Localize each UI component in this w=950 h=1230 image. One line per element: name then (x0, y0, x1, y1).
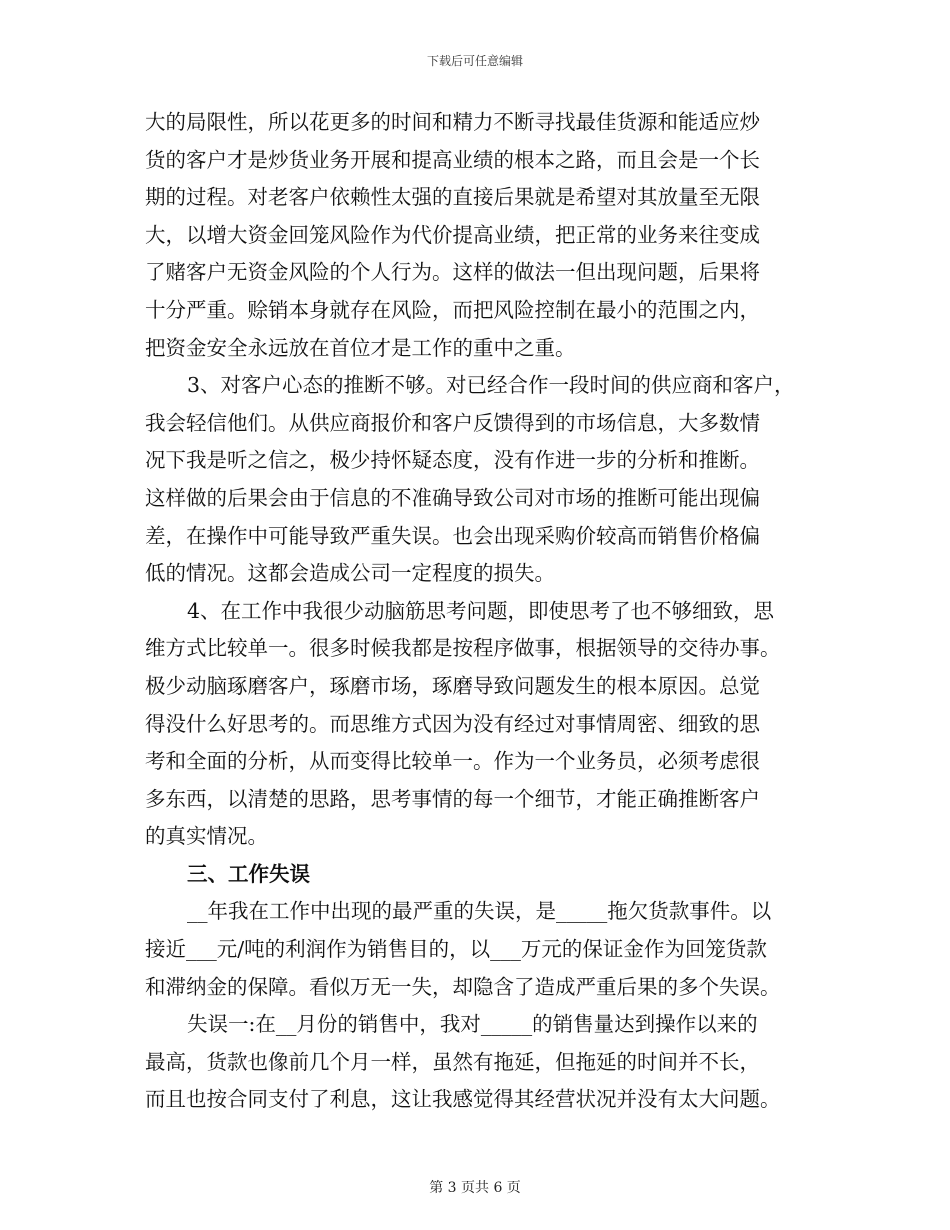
paragraph-line: 维方式比较单一。很多时候我都是按程序做事，根据领导的交待办事。 (145, 636, 781, 661)
paragraph-line: 和滞纳金的保障。看似万无一失，却隐含了造成严重后果的多个失误。 (145, 974, 781, 999)
paragraph-line: 把资金安全永远放在首位才是工作的重中之重。 (145, 335, 576, 360)
paragraph-line: 的真实情况。 (145, 824, 268, 849)
paragraph-line: 大的局限性，所以花更多的时间和精力不断寻找最佳货源和能适应炒 (145, 110, 760, 134)
paragraph-line: 了赌客户无资金风险的个人行为。这样的做法一但出现问题，后果将 (145, 260, 760, 285)
paragraph-line: 这样做的后果会由于信息的不准确导致公司对市场的推断可能出现偏 (145, 485, 760, 510)
paragraph-line: 考和全面的分析，从而变得比较单一。作为一个业务员，必须考虑很 (145, 749, 760, 774)
paragraph-line: 十分严重。赊销本身就存在风险，而把风险控制在最小的范围之内， (145, 297, 760, 322)
page-header: 下载后可任意编辑 (426, 54, 523, 68)
paragraph-line: 大，以增大资金回笼风险作为代价提高业绩，把正常的业务来往变成 (145, 222, 760, 247)
document-body (145, 104, 825, 1119)
paragraph-line: 失误一:在__月份的销售中，我对_____的销售量达到操作以来的 (187, 1012, 758, 1037)
paragraph-line: 得没什么好思考的。而思维方式因为没有经过对事情周密、细致的思 (145, 711, 760, 736)
paragraph-line: 最高，货款也像前几个月一样，虽然有拖延，但拖延的时间并不长， (145, 1049, 760, 1074)
paragraph-line: 况下我是听之信之，极少持怀疑态度，没有作进一步的分析和推断。 (145, 448, 760, 473)
paragraph-line: 我会轻信他们。从供应商报价和客户反馈得到的市场信息，大多数情 (145, 410, 760, 435)
paragraph-line: 差，在操作中可能导致严重失误。也会出现采购价较高而销售价格偏 (145, 523, 760, 548)
page-footer: 第 3 页共 6 页 (429, 1180, 521, 1196)
paragraph-line: __年我在工作中出现的最严重的失误，是_____拖欠货款事件。以 (187, 899, 772, 924)
paragraph-line: 接近___元/吨的利润作为销售目的，以___万元的保证金作为回笼货款 (145, 937, 767, 962)
paragraph-line: 货的客户才是炒货业务开展和提高业绩的根本之路，而且会是一个长 (145, 147, 760, 172)
paragraph-line: 4、在工作中我很少动脑筋思考问题，即使思考了也不够细致，思 (187, 598, 775, 623)
paragraph-line: 3、对客户心态的推断不够。对已经合作一段时间的供应商和客户， (187, 373, 795, 398)
paragraph-line: 低的情况。这都会造成公司一定程度的损失。 (145, 561, 555, 586)
paragraph-line: 多东西，以清楚的思路，思考事情的每一个细节，才能正确推断客户 (145, 786, 760, 811)
paragraph-line: 极少动脑琢磨客户，琢磨市场，琢磨导致问题发生的根本原因。总觉 (145, 673, 760, 698)
paragraph-line: 期的过程。对老客户依赖性太强的直接后果就是希望对其放量至无限 (145, 185, 760, 210)
section-heading: 三、工作失误 (187, 861, 310, 886)
paragraph-line: 而且也按合同支付了利息，这让我感觉得其经营状况并没有太大问题。 (145, 1087, 781, 1112)
